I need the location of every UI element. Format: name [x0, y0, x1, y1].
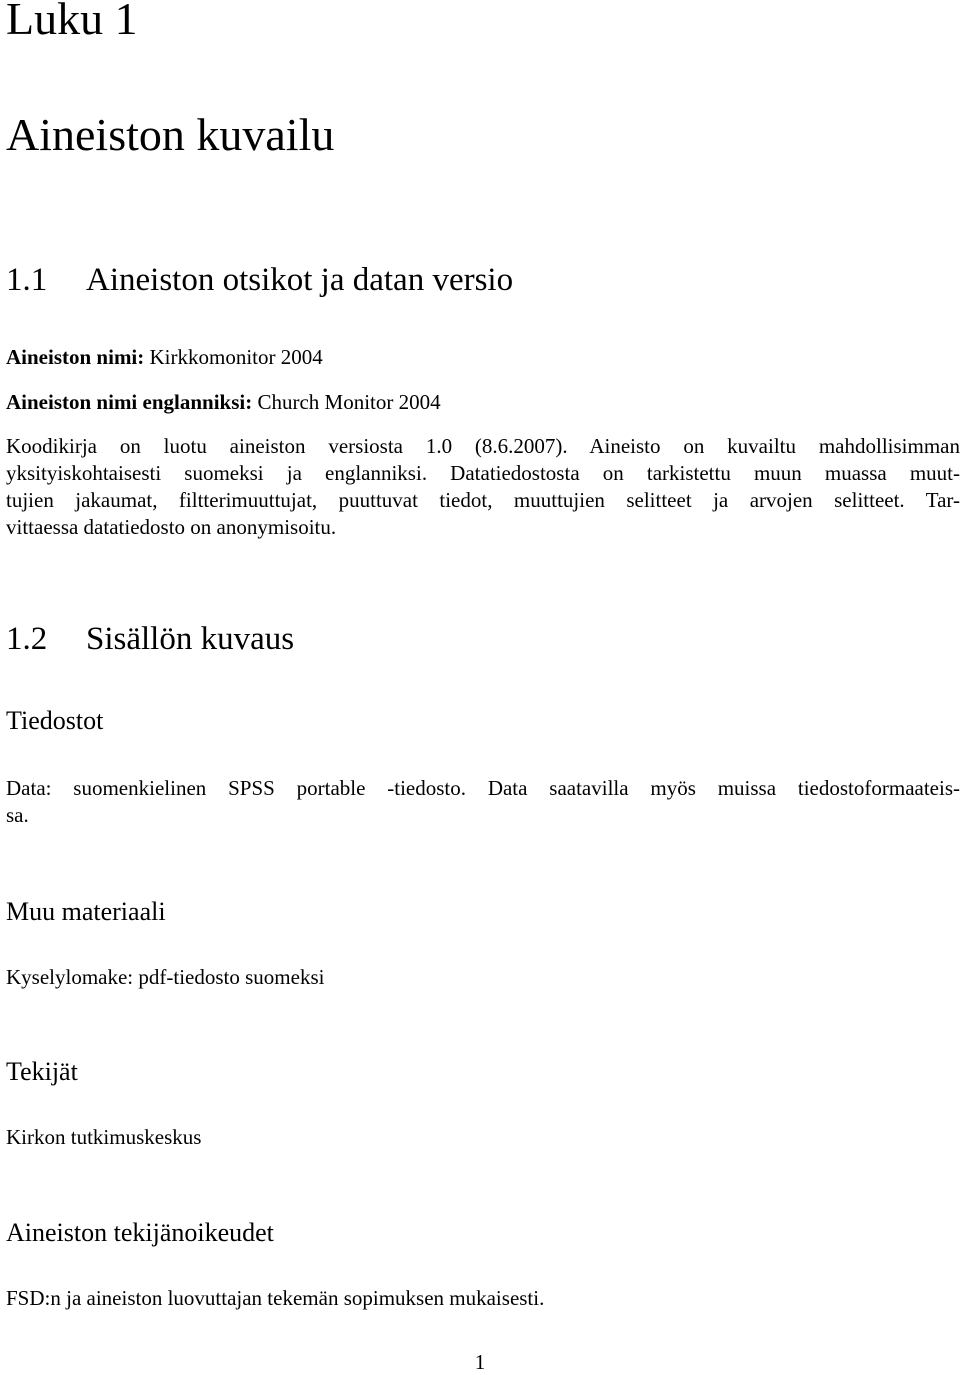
- authors-text: Kirkon tutkimuskeskus: [6, 1125, 202, 1149]
- paragraph-line: yksityiskohtaisesti suomeksi ja englanniksi. Datatiedostosta on tarkistettu muun muassa muut-: [6, 461, 960, 485]
- paragraph-line: sa.: [6, 803, 29, 827]
- chapter-label: Luku 1: [6, 0, 138, 44]
- dataset-name-en-row: [6, 389, 441, 416]
- section-heading-1-1: [6, 262, 513, 299]
- paragraph-line: tujien jakaumat, filtterimuuttujat, puuttuvat tiedot, muuttujien selitteet ja arvojen selitteet. Tar-: [6, 488, 960, 512]
- page-number: 1: [474, 1350, 486, 1374]
- paragraph-line: Data: suomenkielinen SPSS portable -tiedosto. Data saatavilla myös muissa tiedostoformaateis-: [6, 776, 960, 800]
- chapter-title: Aineiston kuvailu: [6, 109, 335, 160]
- copyright-text: FSD:n ja aineiston luovuttajan tekemän sopimuksen mukaisesti.: [6, 1286, 545, 1310]
- dataset-name-en-value: Church Monitor 2004: [257, 390, 441, 414]
- files-heading: Tiedostot: [6, 706, 104, 735]
- authors-heading: Tekijät: [6, 1057, 78, 1086]
- files-paragraph: [6, 775, 960, 829]
- paragraph-line: vittaessa datatiedosto on anonymisoitu.: [6, 515, 337, 539]
- section-number: 1.2: [6, 621, 48, 657]
- section-title: Sisällön kuvaus: [86, 621, 295, 657]
- section-number: 1.1: [6, 262, 48, 298]
- section-title: Aineiston otsikot ja datan versio: [86, 262, 514, 298]
- dataset-name-value: Kirkkomonitor 2004: [149, 345, 323, 369]
- dataset-name-en-label: Aineiston nimi englanniksi:: [6, 390, 253, 414]
- dataset-name-label: Aineiston nimi:: [6, 345, 145, 369]
- other-material-heading: Muu materiaali: [6, 897, 166, 926]
- paragraph-line: Koodikirja on luotu aineiston versiosta 1.0 (8.6.2007). Aineisto on kuvailtu mahdollisimman: [6, 434, 960, 458]
- codebook-paragraph: [6, 433, 960, 541]
- section-heading-1-2: [6, 621, 294, 658]
- other-material-text: Kyselylomake: pdf-tiedosto suomeksi: [6, 965, 325, 989]
- dataset-name-row: [6, 344, 323, 371]
- copyright-heading: Aineiston tekijänoikeudet: [6, 1218, 274, 1247]
